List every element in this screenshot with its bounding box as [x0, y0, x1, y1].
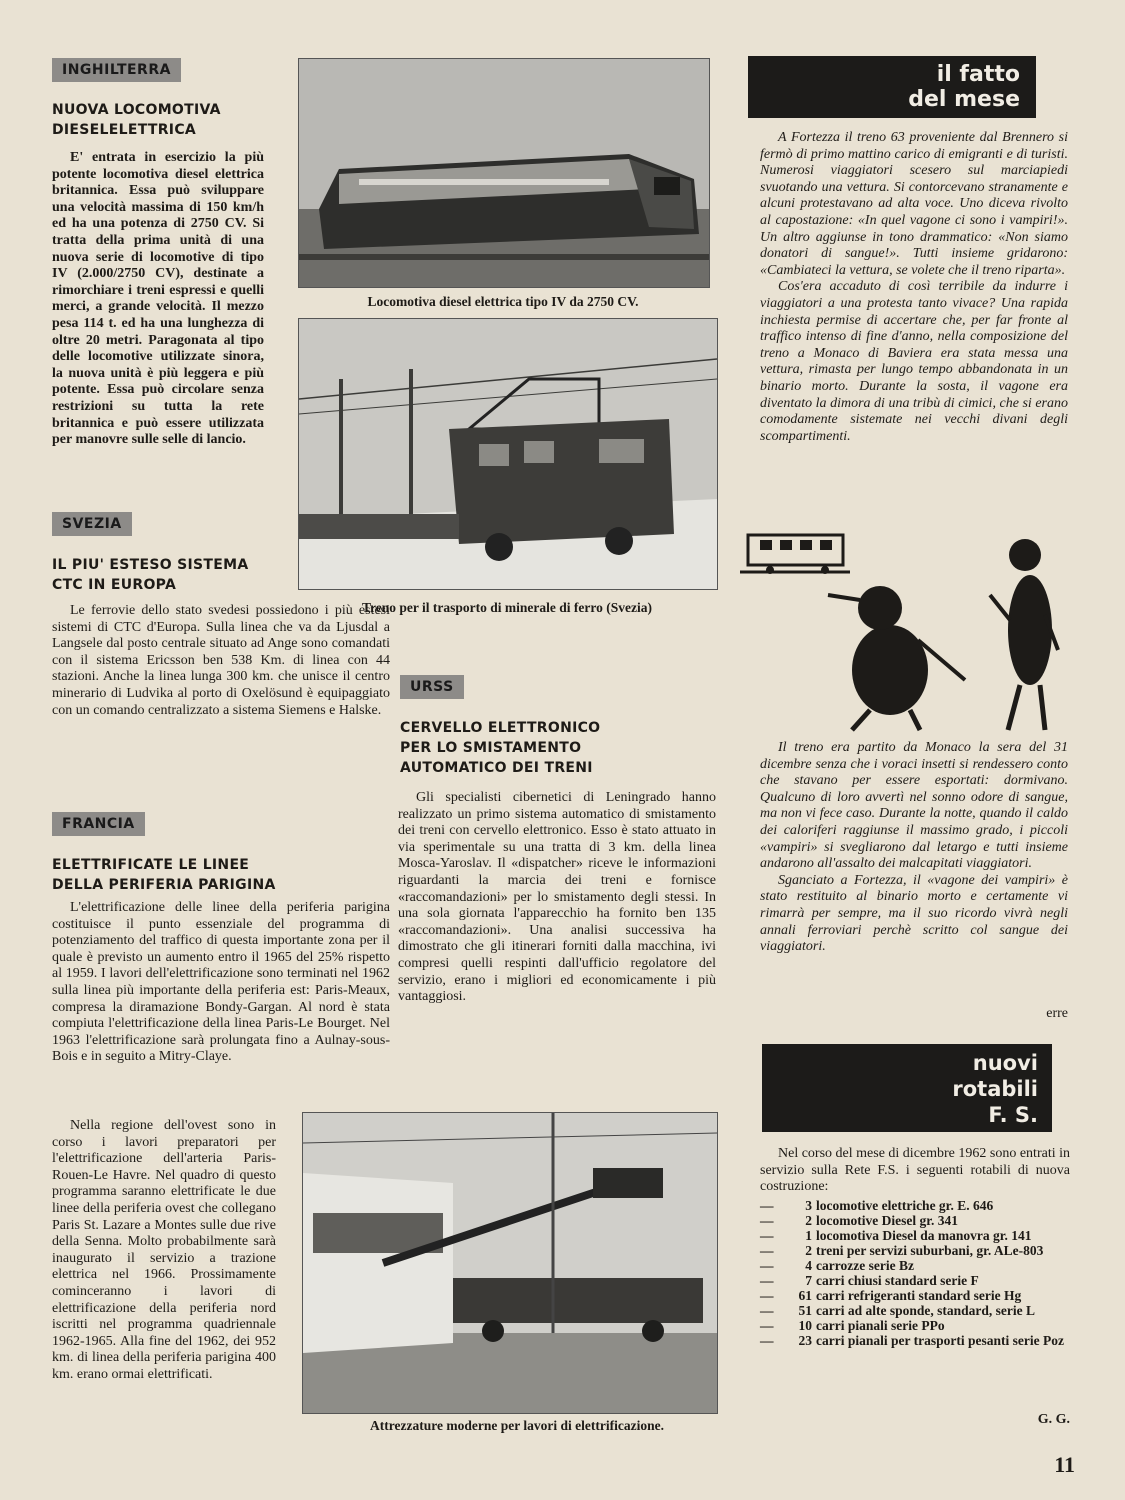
photo-electrification-equipment: [302, 1112, 718, 1414]
list-item: — 2 treni per servizi suburbani, gr. ALe-803: [760, 1243, 1044, 1258]
list-item: — 7 carri chiusi standard serie F: [760, 1273, 979, 1288]
banner-rotabili-line2: rotabili: [952, 1077, 1038, 1101]
caption-photo1: Locomotiva diesel elettrica tipo IV da 2750 CV.: [367, 294, 639, 309]
banner-rotabili-line1: nuovi: [972, 1051, 1038, 1075]
photo-iron-ore-train: [298, 318, 718, 590]
article-fatto-bottom: Il treno era partito da Monaco la sera del 31 dicembre senza che i voraci insetti si rendessero conto che stavano per essere esportati: dormivano. Qualcuno di loro avvertì nel sonno odore di sangue, ma non vi fece caso. Durante la notte, quando il caldo dei caloriferi raggiunse il massimo grado, i piccoli «vampiri» si svegliarono dal letargo e tutti insieme andarono all'assalto dei malcapitati viaggiatori. Sganciato a Fortezza, il «vagone dei vampiri» è stato restituito al binario morto e certamente vi rimarrà per sempre, ma il suo ricordo vivrà negli annali ferroviari perchè scritto col sangue dei viaggiatori.: [760, 740, 1068, 955]
headline-inghilterra: NUOVA LOCOMOTIVA DIESELELETTRICA: [52, 102, 221, 138]
signature-erre: erre: [1046, 1006, 1068, 1021]
article-francia-p1: L'elettrificazione delle linee della periferia parigina costituisce il punto essenziale del programma di potenziamento del traffico di questa importante zona per il quale è previsto un aumento entro il 1965 del 25% rispetto al 1959. I lavori dell'elettrificazione sono terminati nel 1962 sulla linea più importante della periferia est: Paris-Meaux, compresa la diramazione Bondy-Gargan. Al nord è stata compiuta l'elettrificazione della linea Paris-Le Bourget. Nel 1963 l'elettrificazione sarà prolungata fino a Aulnay-sous-Bois e in seguito a Mitry-Claye.: [52, 900, 390, 1065]
article-fatto-top: A Fortezza il treno 63 proveniente dal Brennero si fermò di primo mattino carico di emigranti e di turisti. Numerosi viaggiatori scesero sul marciapiedi svuotando una vettura. Si contorcevano stranamente e alcuni protestavano ad alta voce. Uno diceva rivolto al capostazione: «In quel vagone ci sono i vampiri!». Un altro aggiunse in tono drammatico: «Non siamo donatori di sangue!». Tutti insieme gridarono: «Cambiateci la vettura, se volete che il treno riparta». Cos'era accaduto di così terribile da indurre i viaggiatori a una protesta tanto vivace? Una rapida inchiesta permise di accertare che, per far fronte al traffico intenso di fine d'anno, nella composizione del treno a Monaco di Baviera era stata messa una vettura, rimasta per lungo tempo abbandonata in un binario morto. Durante la sosta, il vagone era diventato la dimora di una tribù di cimici, che si erano comodamente sistemate nei vecchi divani degli scompartimenti.: [760, 130, 1068, 444]
rotabili-intro: Nel corso del mese di dicembre 1962 sono entrati in servizio sulla Rete F.S. i seguenti rotabili di nuova costruzione:: [760, 1146, 1070, 1195]
list-item: — 23 carri pianali per trasporti pesanti serie Poz: [760, 1333, 1064, 1348]
list-item: — 2 locomotive Diesel gr. 341: [760, 1213, 958, 1228]
signature-gg: G. G.: [1037, 1412, 1070, 1427]
article-urss: Gli specialisti cibernetici di Leningrado hanno realizzato un primo sistema automatico di smistamento dei treni con cervello elettronico. Esso è stato attuato in via sperimentale su una tratta di 3 km. della linea Mosca-Yaroslav. Il «dispatcher» riceve le informazioni riguardanti la marcia dei treni e fornisce «raccomandazioni» per lo smistamento degli stessi. In una sola giornata l'apparecchio ha fornito ben 135 «raccomandazioni». Una analisi successiva ha dimostrato che gli itinerari forniti dalla macchina, ivi compresi quelli respinti dall'ufficio regolatore del servizio, erano i migliori ed economicamente i più vantaggiosi.: [398, 790, 716, 1005]
caption-photo3: Attrezzature moderne per lavori di elettrificazione.: [370, 1418, 664, 1433]
page-number: 11: [1054, 1452, 1075, 1477]
article-francia-p2: Nella regione dell'ovest sono in corso i lavori preparatori per l'elettrificazione dell'arteria Paris-Rouen-Le Havre. Nel quadro di questo programma saranno elettrificate le due linee della periferia ovest che collegano Paris St. Lazare a Montes sulle due rive della Senna. Molto probabilmente sarà inaugurato il servizio a trazione elettrica nel 1966. Prossimamente cominceranno i lavori di elettrificazione della periferia nord iscritti nel programma quadriennale 1962-1965. Alla fine del 1962, dei 952 km. di linea della periferia parigina 400 km. erano ormai elettrificati.: [52, 1118, 276, 1382]
list-item: — 10 carri pianali serie PPo: [760, 1318, 945, 1333]
list-item: — 61 carri refrigeranti standard serie Hg: [760, 1288, 1022, 1303]
caption-photo2: Treno per il trasporto di minerale di ferro (Svezia): [362, 600, 652, 615]
headline-francia: ELETTRIFICATE LE LINEE DELLA PERIFERIA PARIGINA: [52, 857, 276, 893]
banner-nuovi-rotabili: [762, 1044, 1052, 1132]
cartoon-illustration: [740, 520, 1060, 735]
section-tag-inghilterra: INGHILTERRA: [52, 58, 181, 82]
article-inghilterra: E' entrata in esercizio la più potente locomotiva diesel elettrica britannica. Essa può sviluppare una velocità massima di 150 km/h ed ha una potenza di 2750 CV. Si tratta della prima unità di una nuova serie di locomotive di tipo IV (2.000/2750 CV), destinate a rimorchiare i treni espressi e quelli merci, a grande velocità. Il mezzo pesa 114 t. ed ha una lunghezza di oltre 20 metri. Paragonata al tipo delle locomotive utilizzate sinora, la nuova unità è più leggera e più potente. Essa può circolare senza restrizioni su tutta la rete britannica e può essere utilizzata per manovre sulle selle di lancio.: [52, 150, 264, 448]
section-tag-svezia: SVEZIA: [52, 512, 132, 536]
headline-svezia: IL PIU' ESTESO SISTEMA CTC IN EUROPA: [52, 557, 249, 593]
headline-urss: CERVELLO ELETTRONICO PER LO SMISTAMENTO AUTOMATICO DEI TRENI: [400, 720, 601, 776]
list-item: — 4 carrozze serie Bz: [760, 1258, 914, 1273]
section-tag-francia: FRANCIA: [52, 812, 145, 836]
rotabili-list: [760, 1198, 1070, 1348]
list-item: — 51 carri ad alte sponde, standard, serie L: [760, 1303, 1035, 1318]
article-svezia: Le ferrovie dello stato svedesi possiedono i più estesi sistemi di CTC d'Europa. Sulla linea che va da Ljusdal a Langsele dal posto centrale situato ad Ange sono comandati con il sistema Ericsson ben 538 Km. di linea con 44 stazioni. Anche la linea lunga 300 km. che unisce il centro minerario di Ludvika al porto di Oxelösund è equipaggiato con un comando centralizzato a sistema Siemens e Halske.: [52, 603, 390, 718]
section-tag-urss: URSS: [400, 675, 464, 699]
banner-fatto-line2: del mese: [908, 87, 1020, 112]
photo-diesel-locomotive: [298, 58, 710, 288]
list-item: — 1 locomotiva Diesel da manovra gr. 141: [760, 1228, 1032, 1243]
banner-rotabili-line3: F. S.: [988, 1103, 1038, 1127]
banner-fatto-del-mese: [748, 56, 1036, 118]
banner-fatto-line1: il fatto: [936, 62, 1020, 87]
list-item: — 3 locomotive elettriche gr. E. 646: [760, 1198, 994, 1213]
